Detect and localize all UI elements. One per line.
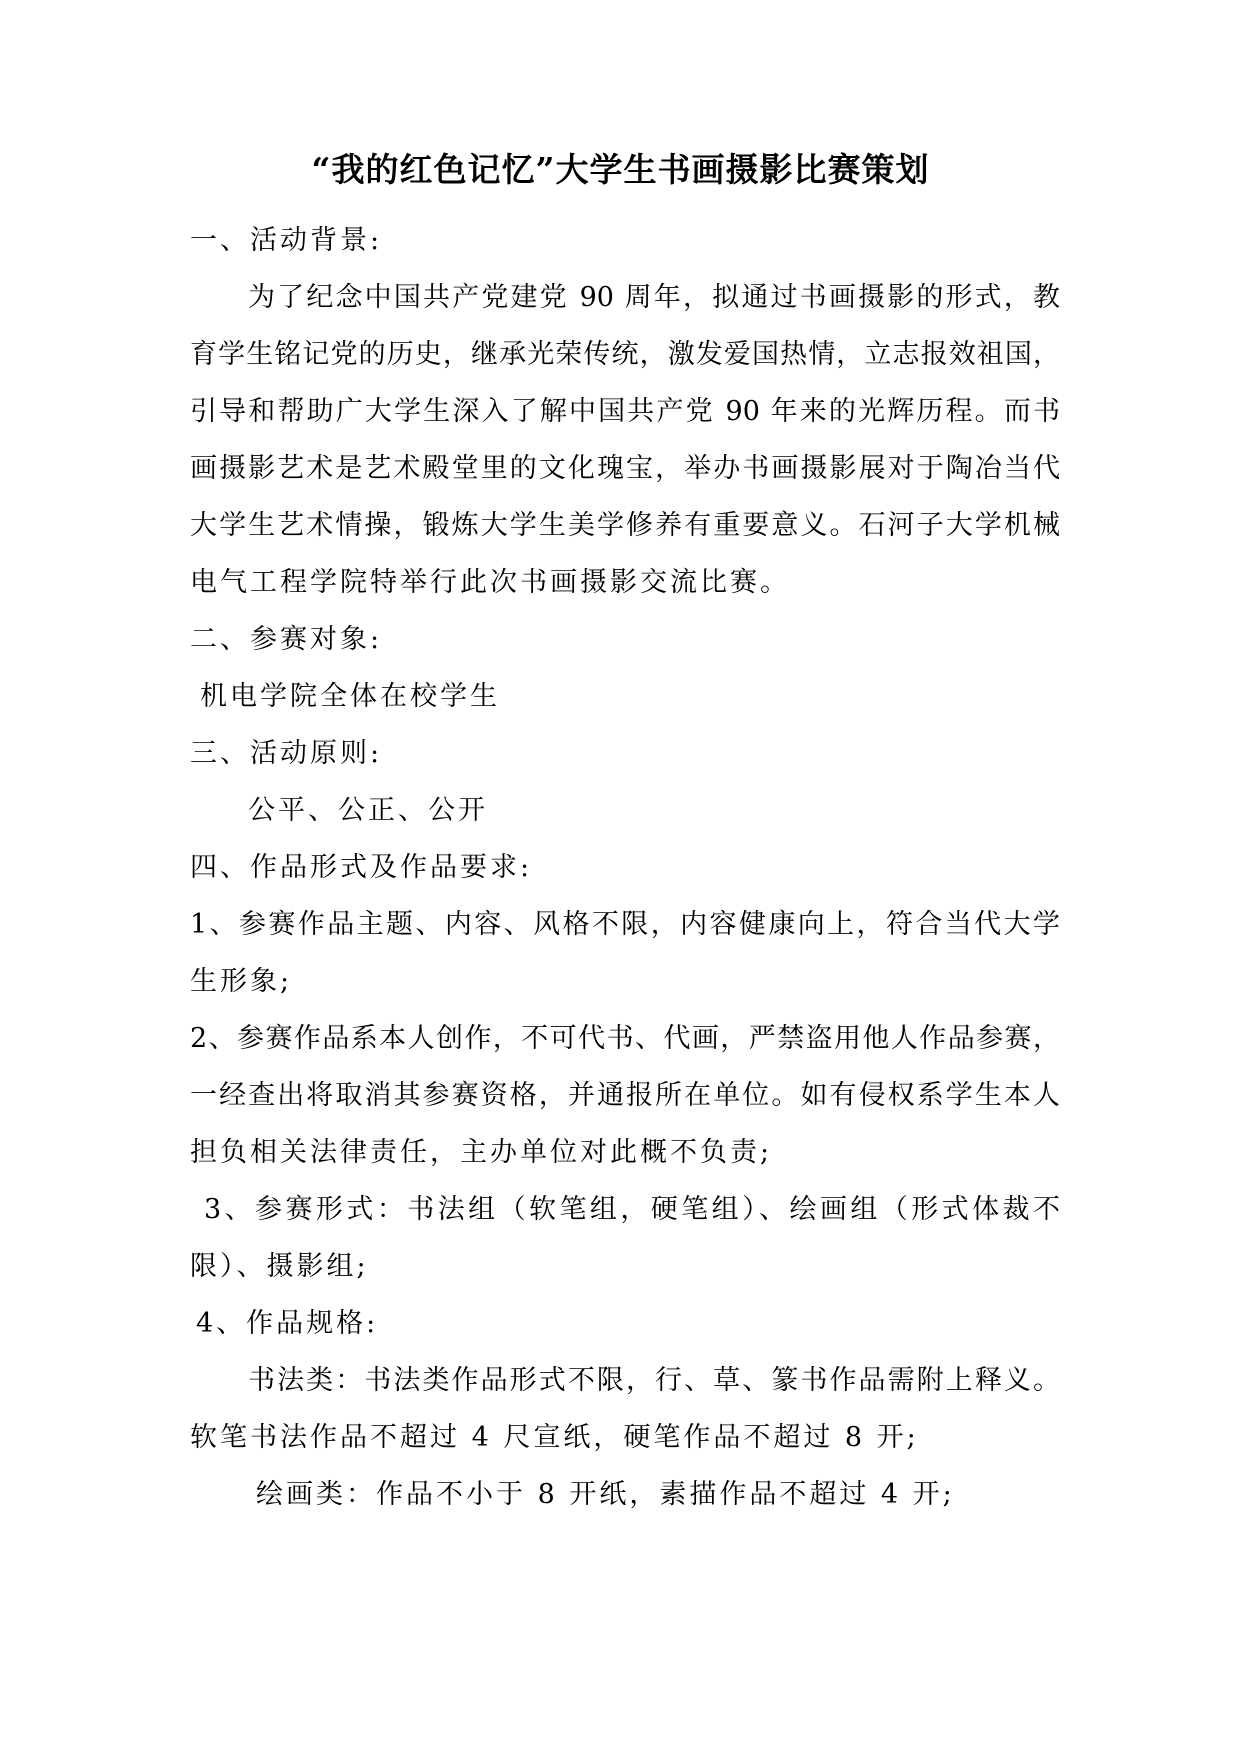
principles-text: 公平、公正、公开: [248, 795, 488, 826]
document-body: [190, 212, 1060, 1523]
section-heading-requirements: 四、作品形式及作品要求:: [190, 852, 533, 883]
document-title: “我的红色记忆”大学生书画摄影比赛策划: [311, 150, 930, 189]
calligraphy-spec-line: 软笔书法作品不超过 4 尺宣纸，硬笔作品不超过 8 开;: [190, 1422, 919, 1453]
paragraph-line: 引导和帮助广大学生深入了解中国共产党 90 年来的光辉历程。而书: [190, 396, 1060, 427]
section-heading-participants: 二、参赛对象:: [190, 624, 383, 655]
requirement-item-1-line: 生形象;: [190, 966, 293, 997]
painting-spec-line: 绘画类：作品不小于 8 开纸，素描作品不超过 4 开;: [256, 1479, 955, 1510]
paragraph-line: 为了纪念中国共产党建党 90 周年，拟通过书画摄影的形式，教: [248, 282, 1060, 313]
requirement-item-3-line: 3、参赛形式：书法组（软笔组，硬笔组）、绘画组（形式体裁不: [204, 1194, 1060, 1225]
calligraphy-spec-line: 书法类：书法类作品形式不限，行、草、篆书作品需附上释义。: [248, 1365, 1060, 1396]
section-heading-principles: 三、活动原则:: [190, 738, 383, 769]
paragraph-line: 电气工程学院特举行此次书画摄影交流比赛。: [190, 567, 790, 598]
requirement-item-2-line: 一经查出将取消其参赛资格，并通报所在单位。如有侵权系学生本人: [190, 1080, 1060, 1111]
paragraph-line: 育学生铭记党的历史，继承光荣传统，激发爱国热情，立志报效祖国，: [190, 339, 1060, 370]
participants-text: 机电学院全体在校学生: [200, 681, 500, 712]
paragraph-line: 画摄影艺术是艺术殿堂里的文化瑰宝，举办书画摄影展对于陶冶当代: [190, 453, 1060, 484]
requirement-item-4-heading: 4、作品规格:: [196, 1308, 379, 1339]
requirement-item-2-line: 担负相关法律责任，主办单位对此概不负责;: [190, 1137, 773, 1168]
paragraph-line: 大学生艺术情操，锻炼大学生美学修养有重要意义。石河子大学机械: [190, 510, 1060, 541]
requirement-item-1-line: 1、参赛作品主题、内容、风格不限，内容健康向上，符合当代大学: [190, 909, 1060, 940]
section-heading-background: 一、活动背景:: [190, 225, 383, 256]
requirement-item-3-line: 限）、摄影组;: [190, 1251, 369, 1282]
requirement-item-2-line: 2、参赛作品系本人创作，不可代书、代画，严禁盗用他人作品参赛，: [190, 1023, 1060, 1054]
